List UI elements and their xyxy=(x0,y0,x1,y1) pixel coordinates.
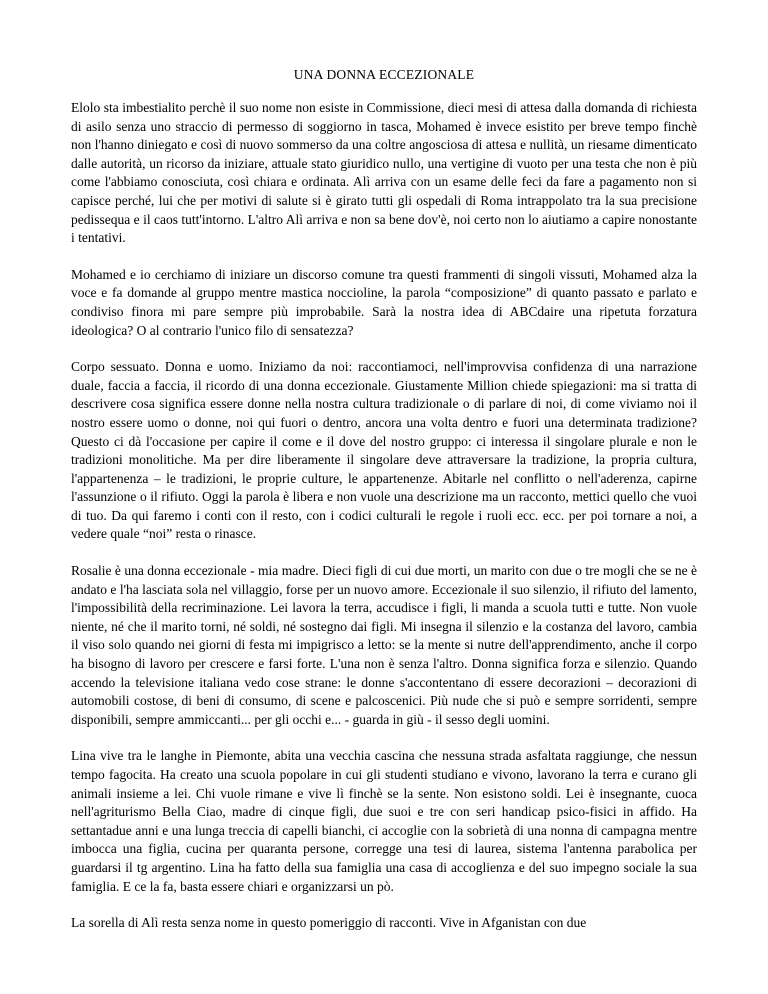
paragraph-2: Mohamed e io cerchiamo di iniziare un discorso comune tra questi frammenti di singoli vissuti, Mohamed alza la voce e fa domande al gruppo mentre mastica noccioline, la parola “composizione” di quanto passato e parlato e condiviso finora mi pare sempre più improbabile. Sarà la nostra idea di ABCdaire una ripetuta forzatura ideologica? O al contrario l'unico filo di sensatezza? xyxy=(71,266,697,338)
document-page xyxy=(71,66,697,951)
paragraph-1: Elolo sta imbestialito perchè il suo nome non esiste in Commissione, dieci mesi di attesa dalla domanda di richiesta di asilo senza uno straccio di permesso di soggiorno in tasca, Mohamed è invece esistito per breve tempo finchè non l'hanno diniegato e così di nuovo sommerso da una coltre angosciosa di attesa e nullità, un riesame dimenticato dalle autorità, un ricorso da iniziare, attuale stato giuridico nullo, una vertigine di vuoto per una testa che non è più come l'abbiamo conosciuta, così chiara e ordinata. Alì arriva con un esame delle feci da fare a pagamento non si capisce perché, lui che per motivi di salute si è girato tutti gli ospedali di Roma intrappolato tra la sua precisione pedissequa e il caos tutt'intorno. L'altro Alì arriva e non sa bene dov'è, noi certo non lo aiutiamo a capire nonostante i tentativi. xyxy=(71,100,697,246)
paragraph-6: La sorella di Alì resta senza nome in questo pomeriggio di racconti. Vive in Afganistan con due xyxy=(71,915,587,931)
paragraph-4: Rosalie è una donna eccezionale - mia madre. Dieci figli di cui due morti, un marito con due o tre mogli che se ne è andato e l'ha lasciata sola nel villaggio, forse per un nuovo amore. Eccezionale il suo silenzio, il rifiuto del lamento, l'impossibilità della recriminazione. Lei lavora la terra, accudisce i figli, li manda a scuola tutti e tutte. Non vuole niente, né che il marito torni, né soldi, né sostegno dai figli. Mi insegna il silenzio e la costanza del lavoro, cambia il viso solo quando nei giorni di festa mi impigrisco a letto: se la mente si nutre dell'apprendimento, anche il corpo ha bisogno di lavoro per crescere e farsi forte. L'una non è senza l'altro. Donna significa forza e silenzio. Quando accendo la televisione italiana vedo cose strane: le donne s'accontentano di essere decorazioni – decorazioni di automobili costose, di beni di consumo, di scene e palcoscenici. Più nude che si può e sempre sorridenti, sempre disponibili, sempre ammiccanti... per gli occhi e... - guarda in giù - il sesso degli uomini. xyxy=(71,563,697,727)
paragraph-3: Corpo sessuato. Donna e uomo. Iniziamo da noi: raccontiamoci, nell'improvvisa confidenza di una narrazione duale, faccia a faccia, il ricordo di una donna eccezionale. Giustamente Million chiede spiegazioni: ma si tratta di descrivere cosa significa essere donne nella nostra cultura tradizionale o di parlare di noi, di come viviamo noi il nostro essere uomo o donne, noi qui fuori o dentro, ancora una volta dentro e fuori una determinata tradizione? Questo ci dà l'occasione per capire il come e il dove del nostro gruppo: ci interessa il singolare plurale e non le tradizioni monolitiche. Ma per dire liberamente il singolare deve attraversare la tradizione, la propria cultura, l'appartenenza – le tradizioni, le proprie culture, le appartenenze. Abitarle nel conflitto o nell'aderenza, capirne l'assunzione o il rifiuto. Oggi la parola è libera e non vuole una descrizione ma un racconto, mettici quello che vuoi di tuo. Da qui faremo i conti con il resto, con i codici culturali le regole i ruoli ecc. ecc. per poi tornare a noi, a vedere quale “noi” resta o rinasce. xyxy=(71,359,697,542)
paragraph-5: Lina vive tra le langhe in Piemonte, abita una vecchia cascina che nessuna strada asfaltata raggiunge, che nessun tempo fagocita. Ha creato una scuola popolare in cui gli studenti studiano e vivono, lavorano la terra e curano gli animali insieme a lei. Chi vuole rimane e vive lì finchè se la sente. Non esistono soldi. Lei è insegnante, cuoca nell'agriturismo Bella Ciao, madre di cinque figli, due suoi e tre con seri handicap psico-fisici in affido. Ha settantadue anni e una lunga treccia di capelli bianchi, ci accoglie con la sobrietà di una nonna di campagna mentre imbocca una figlia, cucina per quaranta persone, corregge una tesi di laurea, sistema l'antenna parabolica per guardarsi il tg argentino. Lina ha fatto della sua famiglia una casa di accoglienza e del suo impegno sociale la sua famiglia. E ce la fa, basta essere chiari e organizzarsi un pò. xyxy=(71,748,697,894)
document-title: UNA DONNA ECCEZIONALE xyxy=(293,67,475,82)
